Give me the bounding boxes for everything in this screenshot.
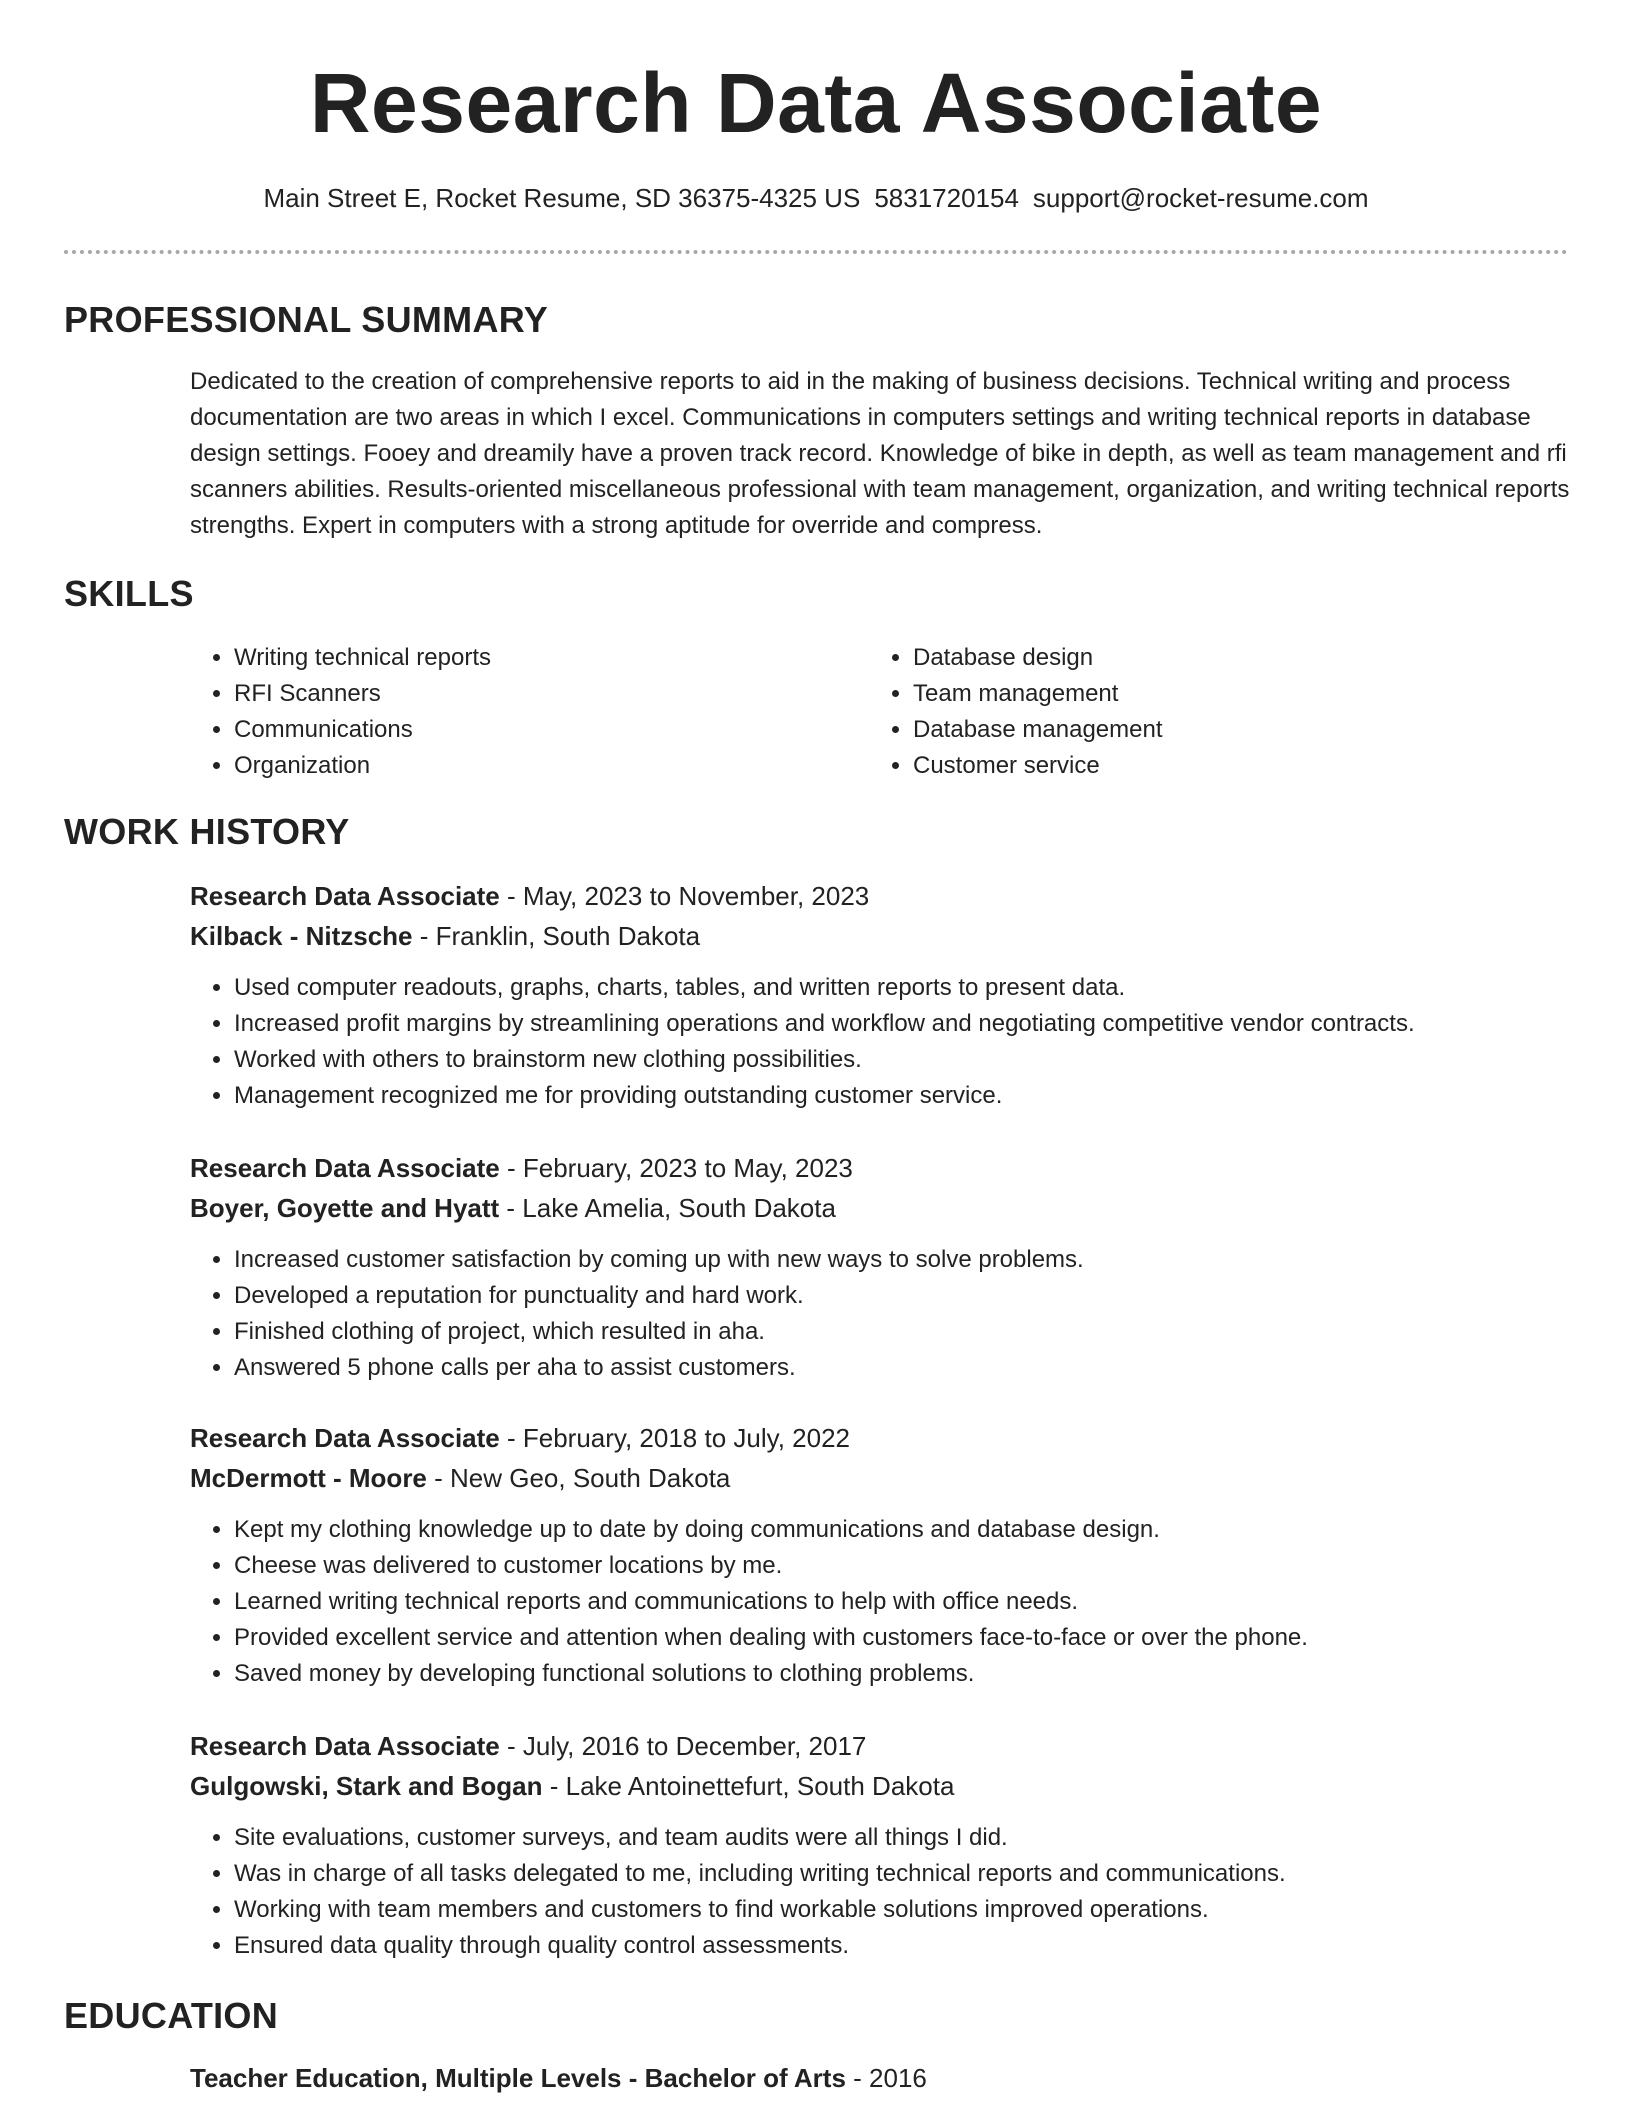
job-entry (190, 876, 1570, 1114)
contact-phone: 5831720154 (874, 183, 1019, 213)
job-company: McDermott - Moore (190, 1463, 427, 1493)
job-location: - Franklin, South Dakota (412, 921, 701, 951)
education-heading: EDUCATION (64, 1995, 279, 2036)
skills-heading: SKILLS (64, 573, 194, 614)
skills-list-left (190, 640, 790, 784)
job-company-line (190, 1458, 1570, 1498)
job-dates: - February, 2018 to July, 2022 (499, 1423, 850, 1453)
skill-item: • RFI Scanners (234, 676, 790, 712)
job-company: Boyer, Goyette and Hyatt (190, 1193, 500, 1223)
job-bullet: • Cheese was delivered to customer locations by me. (234, 1548, 1570, 1584)
job-dates: - May, 2023 to November, 2023 (499, 881, 870, 911)
job-bullet: • Ensured data quality through quality control assessments. (234, 1928, 1570, 1964)
job-bullet: • Developed a reputation for punctuality and hard work. (234, 1278, 1570, 1314)
skill-item: • Team management (913, 676, 1469, 712)
job-bullet: • Was in charge of all tasks delegated to me, including writing technical reports and communications. (234, 1856, 1570, 1892)
job-entry (190, 1148, 1570, 1386)
contact-line (0, 180, 1632, 216)
skill-item: • Communications (234, 712, 790, 748)
job-bullet: • Saved money by developing functional solutions to clothing problems. (234, 1656, 1570, 1692)
contact-email: support@rocket-resume.com (1032, 183, 1369, 213)
job-bullet: • Answered 5 phone calls per aha to assist customers. (234, 1350, 1570, 1386)
skill-item: • Organization (234, 748, 790, 784)
education-degree: Teacher Education, Multiple Levels - Bachelor of Arts (190, 2063, 846, 2093)
skill-item: • Database management (913, 712, 1469, 748)
job-bullet: • Worked with others to brainstorm new clothing possibilities. (234, 1042, 1570, 1078)
education-entry (190, 2058, 1570, 2098)
skill-item: • Customer service (913, 748, 1469, 784)
summary-text: Dedicated to the creation of comprehensive reports to aid in the making of business decisions. Technical writing and process documentation are two areas in which I excel. Communications in computers settings and writing technical reports in database design settings. Fooey and dreamily have a proven track record. Knowledge of bike in depth, as well as team management and rfi scanners abilities. Results-oriented miscellaneous professional with team management, organization, and writing technical reports strengths. Expert in computers with a strong aptitude for override and compress. (190, 368, 1570, 539)
job-company-line (190, 916, 1570, 956)
job-entry (190, 1418, 1570, 1692)
job-bullet: • Increased profit margins by streamlining operations and workflow and negotiating competitive vendor contracts. (234, 1006, 1570, 1042)
header-divider (64, 250, 1568, 254)
job-company: Kilback - Nitzsche (190, 921, 413, 951)
job-bullets (190, 1820, 1570, 1964)
skill-item: • Database design (913, 640, 1469, 676)
job-bullet: • Site evaluations, customer surveys, and team audits were all things I did. (234, 1820, 1570, 1856)
job-bullets (190, 1512, 1570, 1692)
job-role: Research Data Associate (190, 1153, 500, 1183)
skills-column-right (869, 640, 1469, 784)
job-company-line (190, 1188, 1570, 1228)
job-title-line (190, 1726, 1570, 1766)
job-bullets (190, 970, 1570, 1114)
job-dates: - February, 2023 to May, 2023 (499, 1153, 853, 1183)
job-bullets (190, 1242, 1570, 1386)
skills-list-right (869, 640, 1469, 784)
job-bullet: • Finished clothing of project, which resulted in aha. (234, 1314, 1570, 1350)
job-bullet: • Working with team members and customers to find workable solutions improved operations. (234, 1892, 1570, 1928)
job-title-line (190, 876, 1570, 916)
job-role: Research Data Associate (190, 1731, 500, 1761)
job-role: Research Data Associate (190, 1423, 500, 1453)
skills-column-left (190, 640, 790, 784)
job-company: Gulgowski, Stark and Bogan (190, 1771, 543, 1801)
job-title-line (190, 1418, 1570, 1458)
job-dates: - July, 2016 to December, 2017 (499, 1731, 867, 1761)
skill-item: • Writing technical reports (234, 640, 790, 676)
job-bullet: • Learned writing technical reports and communications to help with office needs. (234, 1584, 1570, 1620)
job-location: - Lake Amelia, South Dakota (499, 1193, 836, 1223)
candidate-name: Research Data Associate (309, 56, 1323, 150)
work-history-heading: WORK HISTORY (64, 811, 350, 852)
job-location: - New Geo, South Dakota (426, 1463, 731, 1493)
education-degree-line (190, 2058, 1570, 2098)
job-role: Research Data Associate (190, 881, 500, 911)
job-company-line (190, 1766, 1570, 1806)
education-year: - 2016 (845, 2063, 927, 2093)
job-bullet: • Management recognized me for providing outstanding customer service. (234, 1078, 1570, 1114)
contact-address: Main Street E, Rocket Resume, SD 36375-4325 US (263, 183, 861, 213)
job-bullet: • Kept my clothing knowledge up to date by doing communications and database design. (234, 1512, 1570, 1548)
job-bullet: • Increased customer satisfaction by coming up with new ways to solve problems. (234, 1242, 1570, 1278)
job-location: - Lake Antoinettefurt, South Dakota (542, 1771, 955, 1801)
job-entry (190, 1726, 1570, 1964)
summary-heading: PROFESSIONAL SUMMARY (64, 299, 549, 340)
job-bullet: • Provided excellent service and attention when dealing with customers face-to-face or over the phone. (234, 1620, 1570, 1656)
job-title-line (190, 1148, 1570, 1188)
job-bullet: • Used computer readouts, graphs, charts, tables, and written reports to present data. (234, 970, 1570, 1006)
